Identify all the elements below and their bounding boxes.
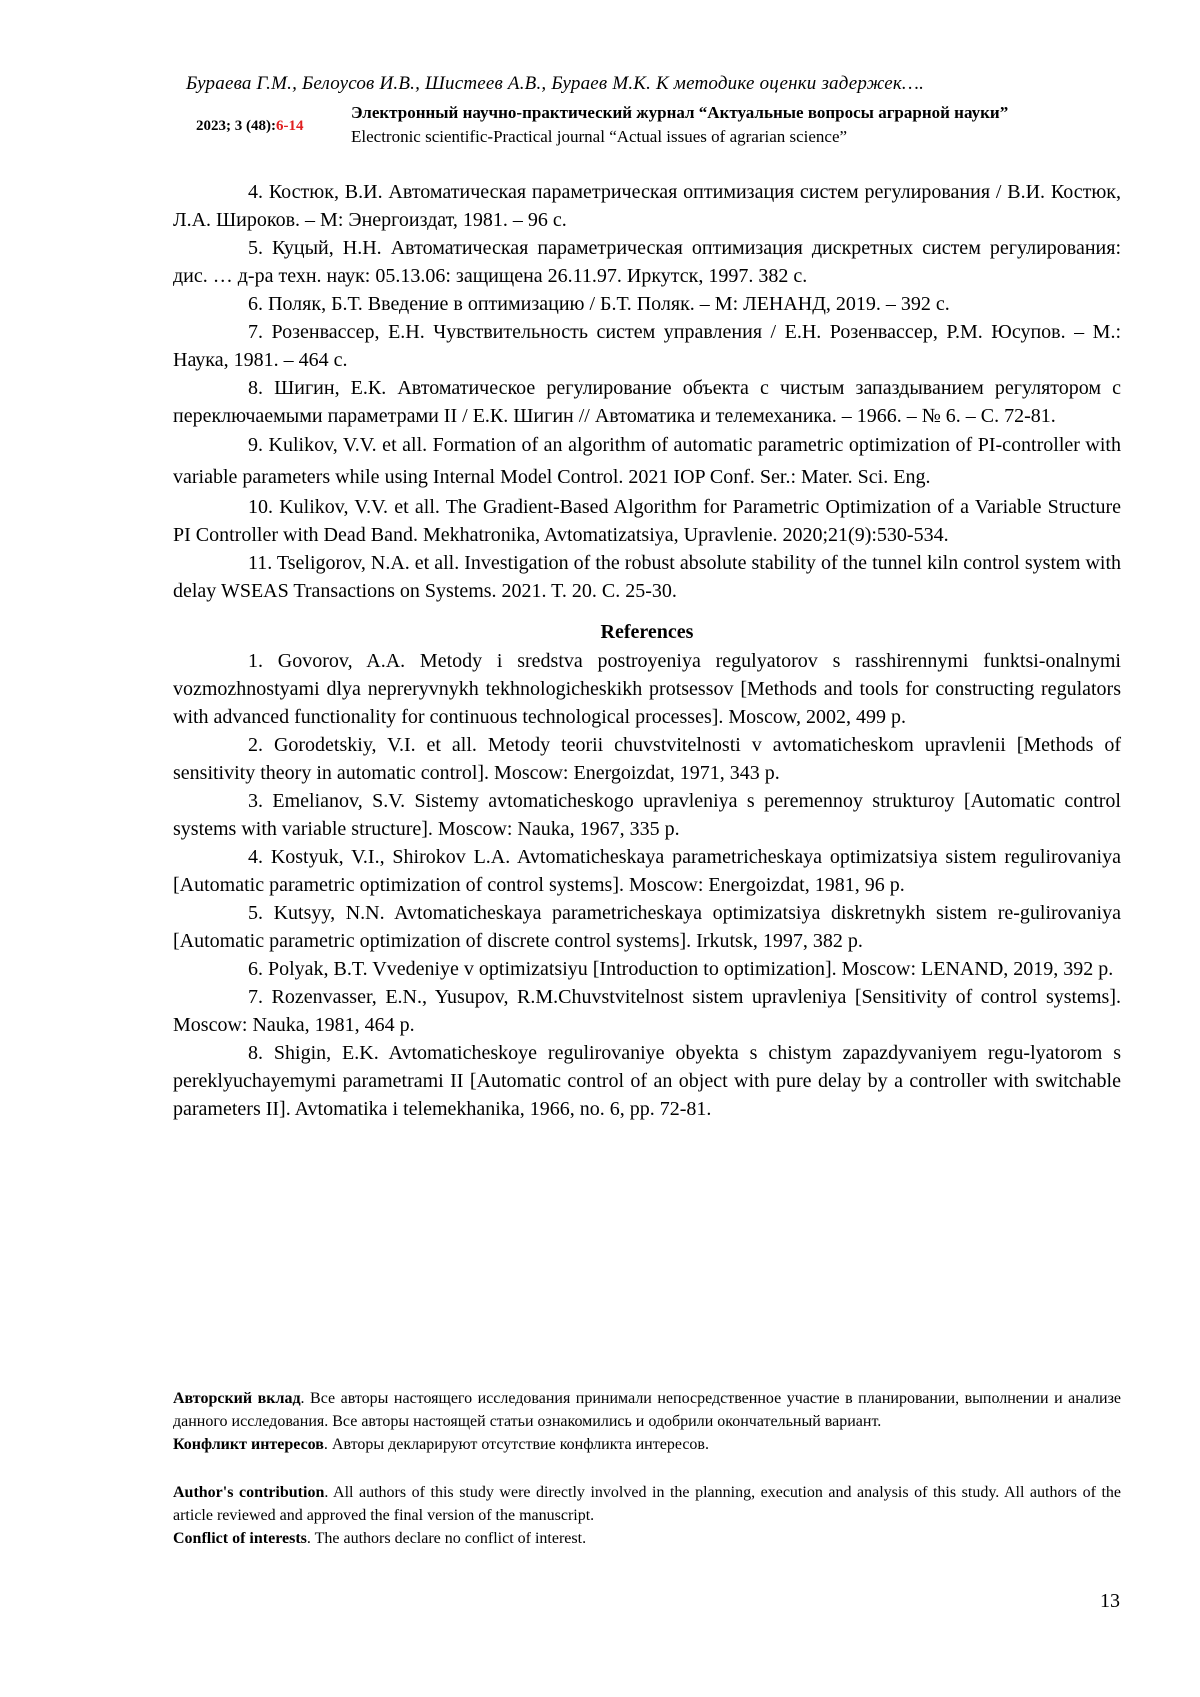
- page-number: 13: [1100, 1590, 1120, 1612]
- reference-item: 8. Shigin, E.K. Avtomaticheskoye regulirovaniye obyekta s chistym zapazdyvaniyem regu-lyatorom s pereklyuchayemymi parametrami II [Automatic control of an object with pure delay by a controller with switchable parameters II]. Avtomatika i telemekhanika, 1966, no. 6, pp. 72-81.: [173, 1042, 1121, 1120]
- author-contribution-ru-text: . Все авторы настоящего исследования принимали непосредственное участие в планировании, выполнении и анализе данного исследования. Все авторы настоящей статьи ознакомились и одобрили окончательный вариант.: [173, 1390, 1122, 1430]
- reference-item: 4. Kostyuk, V.I., Shirokov L.A. Avtomaticheskaya parametricheskaya optimizatsiya sistem regulirovaniya [Automatic parametric optimization of control systems]. Moscow: Energoizdat, 1981, 96 p.: [173, 846, 1121, 896]
- author-contribution-ru: [173, 1387, 1121, 1433]
- conflict-en-text: . The authors declare no conflict of interest.: [306, 1530, 587, 1547]
- reference-item: 1. Govorov, A.A. Metody i sredstva postroyeniya regulyatorov s rasshirennymi funktsi-onalnymi vozmozhnostyami dlya nepreryvnykh tekhnologicheskikh protsessov [Methods and tools for constructing regulators with advanced functionality for continuous technological processes]. Moscow, 2002, 499 p.: [173, 650, 1121, 728]
- reference-list: [173, 178, 1121, 1123]
- reference-item: 11. Tseligorov, N.A. et all. Investigation of the robust absolute stability of the tunnel kiln control system with delay WSEAS Transactions on Systems. 2021. T. 20. C. 25-30.: [173, 552, 1121, 602]
- reference-item: 6. Поляк, Б.Т. Введение в оптимизацию / Б.Т. Поляк. – М: ЛЕНАНД, 2019. – 392 с.: [248, 293, 950, 315]
- author-contribution-en-text: . All authors of this study were directly involved in the planning, execution and analysis of this study. All authors of the article reviewed and approved the final version of the manuscript.: [173, 1484, 1121, 1524]
- issue-number: 2023; 3 (48):: [196, 118, 276, 134]
- author-contribution-en: [173, 1481, 1121, 1527]
- reference-item: 6. Polyak, B.T. Vvedeniye v optimizatsiyu [Introduction to optimization]. Moscow: LENAND, 2019, 392 p.: [248, 958, 1114, 980]
- author-contribution-en-label: Author's contribution: [173, 1484, 325, 1501]
- reference-item: 7. Rozenvasser, E.N., Yusupov, R.M.Chuvstvitelnost sistem upravleniya [Sensitivity of control systems]. Moscow: Nauka, 1981, 464 p.: [173, 986, 1121, 1036]
- reference-item: 8. Шигин, Е.К. Автоматическое регулирование объекта с чистым запаздыванием регулятором с переключаемыми параметрами II / Е.К. Шигин // Автоматика и телемеханика. – 1966. – № 6. – С. 72-81.: [173, 377, 1121, 427]
- issue-info: [196, 118, 303, 135]
- article-notes: [173, 1387, 1121, 1550]
- running-head: Бураева Г.М., Белоусов И.В., Шистеев А.В., Бураев М.К. К методике оценки задержек….: [186, 73, 925, 94]
- reference-item: 7. Розенвассер, Е.Н. Чувствительность систем управления / Е.Н. Розенвассер, Р.М. Юсупов. – М.: Наука, 1981. – 464 с.: [173, 321, 1121, 371]
- reference-item: 10. Kulikov, V.V. et all. The Gradient-Based Algorithm for Parametric Optimization of a Variable Structure PI Controller with Dead Band. Mekhatronika, Avtomatizatsiya, Upravlenie. 2020;21(9):530-534.: [173, 496, 1121, 546]
- reference-item: 5. Kutsyy, N.N. Avtomaticheskaya parametricheskaya optimizatsiya diskretnykh sistem re-gulirovaniya [Automatic parametric optimization of discrete control systems]. Irkutsk, 1997, 382 p.: [173, 902, 1121, 952]
- reference-item: 9. Kulikov, V.V. et all. Formation of an algorithm of automatic parametric optimization of PI-controller with variable parameters while using Internal Model Control. 2021 IOP Conf. Ser.: Mater. Sci. Eng.: [173, 434, 1121, 488]
- conflict-en: [173, 1527, 1121, 1550]
- reference-item: 3. Emelianov, S.V. Sistemy avtomaticheskogo upravleniya s peremennoy strukturoy [Automatic control systems with variable structure]. Moscow: Nauka, 1967, 335 p.: [173, 790, 1121, 840]
- conflict-ru-label: Конфликт интересов: [173, 1436, 324, 1453]
- author-contribution-ru-label: Авторский вклад: [173, 1390, 301, 1407]
- notes-spacer: [173, 1456, 1121, 1481]
- journal-title-ru: Электронный научно-практический журнал “Актуальные вопросы аграрной науки”: [351, 103, 1009, 122]
- conflict-ru-text: . Авторы декларируют отсутствие конфликта интересов.: [323, 1436, 709, 1453]
- journal-title-en: Electronic scientific-Practical journal “Actual issues of agrarian science”: [351, 127, 848, 146]
- conflict-ru: [173, 1433, 1121, 1456]
- conflict-en-label: Conflict of interests: [173, 1530, 307, 1547]
- references-heading: References: [600, 621, 694, 643]
- reference-item: 4. Костюк, В.И. Автоматическая параметрическая оптимизация систем регулирования / В.И. Костюк, Л.А. Широков. – М: Энергоиздат, 1981. – 96 с.: [173, 181, 1121, 231]
- reference-item: 5. Куцый, Н.Н. Автоматическая параметрическая оптимизация дискретных систем регулирования: дис. … д-ра техн. наук: 05.13.06: защищена 26.11.97. Иркутск, 1997. 382 с.: [173, 237, 1121, 287]
- issue-pages: 6-14: [275, 118, 304, 134]
- journal-header: [196, 103, 1136, 151]
- reference-item: 2. Gorodetskiy, V.I. et all. Metody teorii chuvstvitelnosti v avtomaticheskom upravlenii [Methods of sensitivity theory in automatic control]. Moscow: Energoizdat, 1971, 343 p.: [173, 734, 1121, 784]
